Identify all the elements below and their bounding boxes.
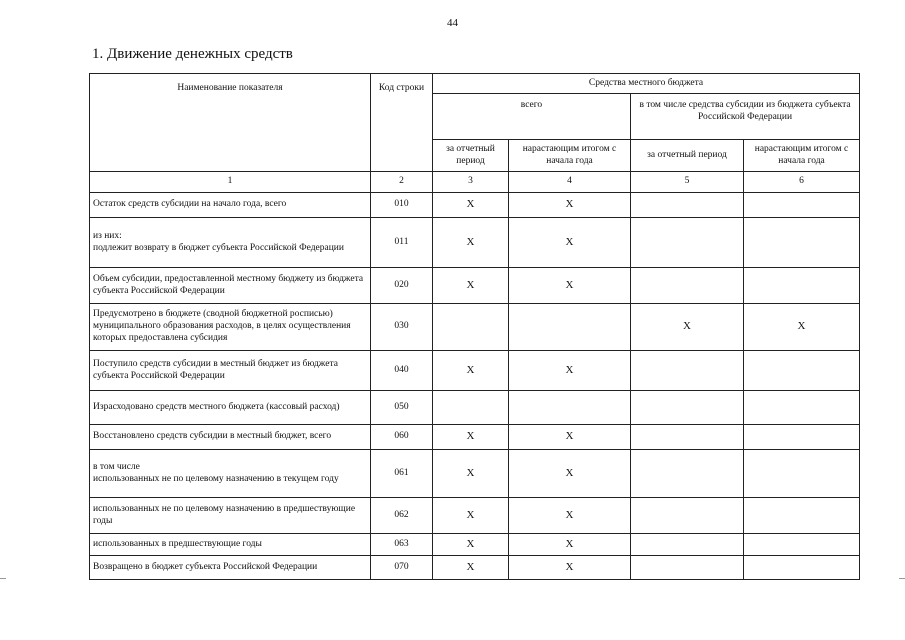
cell-total-period: X [433,268,509,304]
header-row-code: Код строки [371,74,433,172]
row-code: 050 [371,391,433,425]
row-name: Предусмотрено в бюджете (сводной бюджетной росписью) муниципального образования расходов, в целях осуществления которых предоставлена субсидия [90,304,371,351]
header-subsidy: в том числе средства субсидии из бюджета субъекта Российской Федерации [631,94,860,140]
column-number: 6 [744,172,860,193]
cell-total-period: X [433,351,509,391]
row-name: подлежит возврату в бюджет субъекта Российской Федерации [93,242,344,253]
header-subsidy-period: за отчетный период [631,140,744,172]
column-number: 2 [371,172,433,193]
row-name: Поступило средств субсидии в местный бюджет из бюджета субъекта Российской Федерации [90,351,371,391]
cell-subsidy-period [631,534,744,556]
header-local-budget: Средства местного бюджета [433,74,860,94]
cell-subsidy-period [631,268,744,304]
cell-subsidy-cumulative [744,268,860,304]
row-name: использованных не по целевому назначению в текущем году [93,473,339,484]
cell-total-cumulative: X [509,268,631,304]
row-name-prefix: в том числе [93,461,140,472]
cell-total-cumulative: X [509,498,631,534]
cell-total-period [433,391,509,425]
row-name: Израсходовано средств местного бюджета (кассовый расход) [90,391,371,425]
cell-total-period: X [433,450,509,498]
row-code: 010 [371,193,433,218]
table-row [90,218,860,268]
row-name: использованных в предшествующие годы [90,534,371,556]
cell-subsidy-period [631,556,744,580]
table-row [90,391,860,425]
row-code: 011 [371,218,433,268]
header-total-cumulative: нарастающим итогом с начала года [509,140,631,172]
cell-subsidy-cumulative [744,218,860,268]
row-code: 060 [371,425,433,450]
cell-subsidy-period [631,351,744,391]
cell-subsidy-period [631,425,744,450]
cell-subsidy-cumulative [744,498,860,534]
row-name-cell [90,218,371,268]
cell-total-cumulative: X [509,450,631,498]
column-number: 1 [90,172,371,193]
cell-subsidy-period [631,498,744,534]
row-name: Восстановлено средств субсидии в местный бюджет, всего [90,425,371,450]
scan-edge-mark-right [899,578,905,579]
cell-subsidy-period [631,391,744,425]
table-row [90,425,860,450]
cell-total-period: X [433,425,509,450]
cell-subsidy-cumulative: X [744,304,860,351]
cell-total-cumulative: X [509,534,631,556]
cell-total-period [433,304,509,351]
cell-subsidy-period: X [631,304,744,351]
cell-total-cumulative [509,391,631,425]
table-row [90,498,860,534]
table-row [90,193,860,218]
row-code: 063 [371,534,433,556]
table-row [90,304,860,351]
column-number: 5 [631,172,744,193]
row-code: 061 [371,450,433,498]
cell-subsidy-period [631,450,744,498]
cell-subsidy-cumulative [744,193,860,218]
cell-total-cumulative: X [509,556,631,580]
cell-total-cumulative: X [509,218,631,268]
table-row [90,534,860,556]
cell-total-period: X [433,534,509,556]
header-total: всего [433,94,631,140]
column-number: 3 [433,172,509,193]
cell-total-period: X [433,218,509,268]
row-name: использованных не по целевому назначению в предшествующие годы [90,498,371,534]
row-name-cell [90,450,371,498]
cell-subsidy-cumulative [744,534,860,556]
row-name: Объем субсидии, предоставленной местному бюджету из бюджета субъекта Российской Федерации [90,268,371,304]
cell-total-period: X [433,556,509,580]
row-code: 070 [371,556,433,580]
row-name: Остаток средств субсидии на начало года, всего [90,193,371,218]
cell-subsidy-cumulative [744,351,860,391]
table-row [90,268,860,304]
row-name: Возвращено в бюджет субъекта Российской Федерации [90,556,371,580]
row-code: 040 [371,351,433,391]
scan-edge-mark-left [0,578,6,579]
section-title: 1. Движение денежных средств [92,46,293,62]
table-row [90,351,860,391]
page-number: 44 [447,17,458,29]
cell-total-period: X [433,193,509,218]
row-code: 030 [371,304,433,351]
column-number: 4 [509,172,631,193]
cell-subsidy-cumulative [744,450,860,498]
header-total-period: за отчетный период [433,140,509,172]
cell-subsidy-cumulative [744,556,860,580]
cell-total-cumulative: X [509,425,631,450]
row-name-prefix: из них: [93,230,122,241]
cell-total-period: X [433,498,509,534]
cash-flow-table [89,73,860,580]
cell-total-cumulative: X [509,351,631,391]
cell-subsidy-period [631,218,744,268]
header-subsidy-cumulative: нарастающим итогом с начала года [744,140,860,172]
cell-total-cumulative: X [509,193,631,218]
table-row [90,556,860,580]
table-row [90,450,860,498]
cell-subsidy-period [631,193,744,218]
cell-total-cumulative [509,304,631,351]
header-indicator-name: Наименование показателя [90,74,371,172]
cell-subsidy-cumulative [744,391,860,425]
cell-subsidy-cumulative [744,425,860,450]
row-code: 020 [371,268,433,304]
row-code: 062 [371,498,433,534]
